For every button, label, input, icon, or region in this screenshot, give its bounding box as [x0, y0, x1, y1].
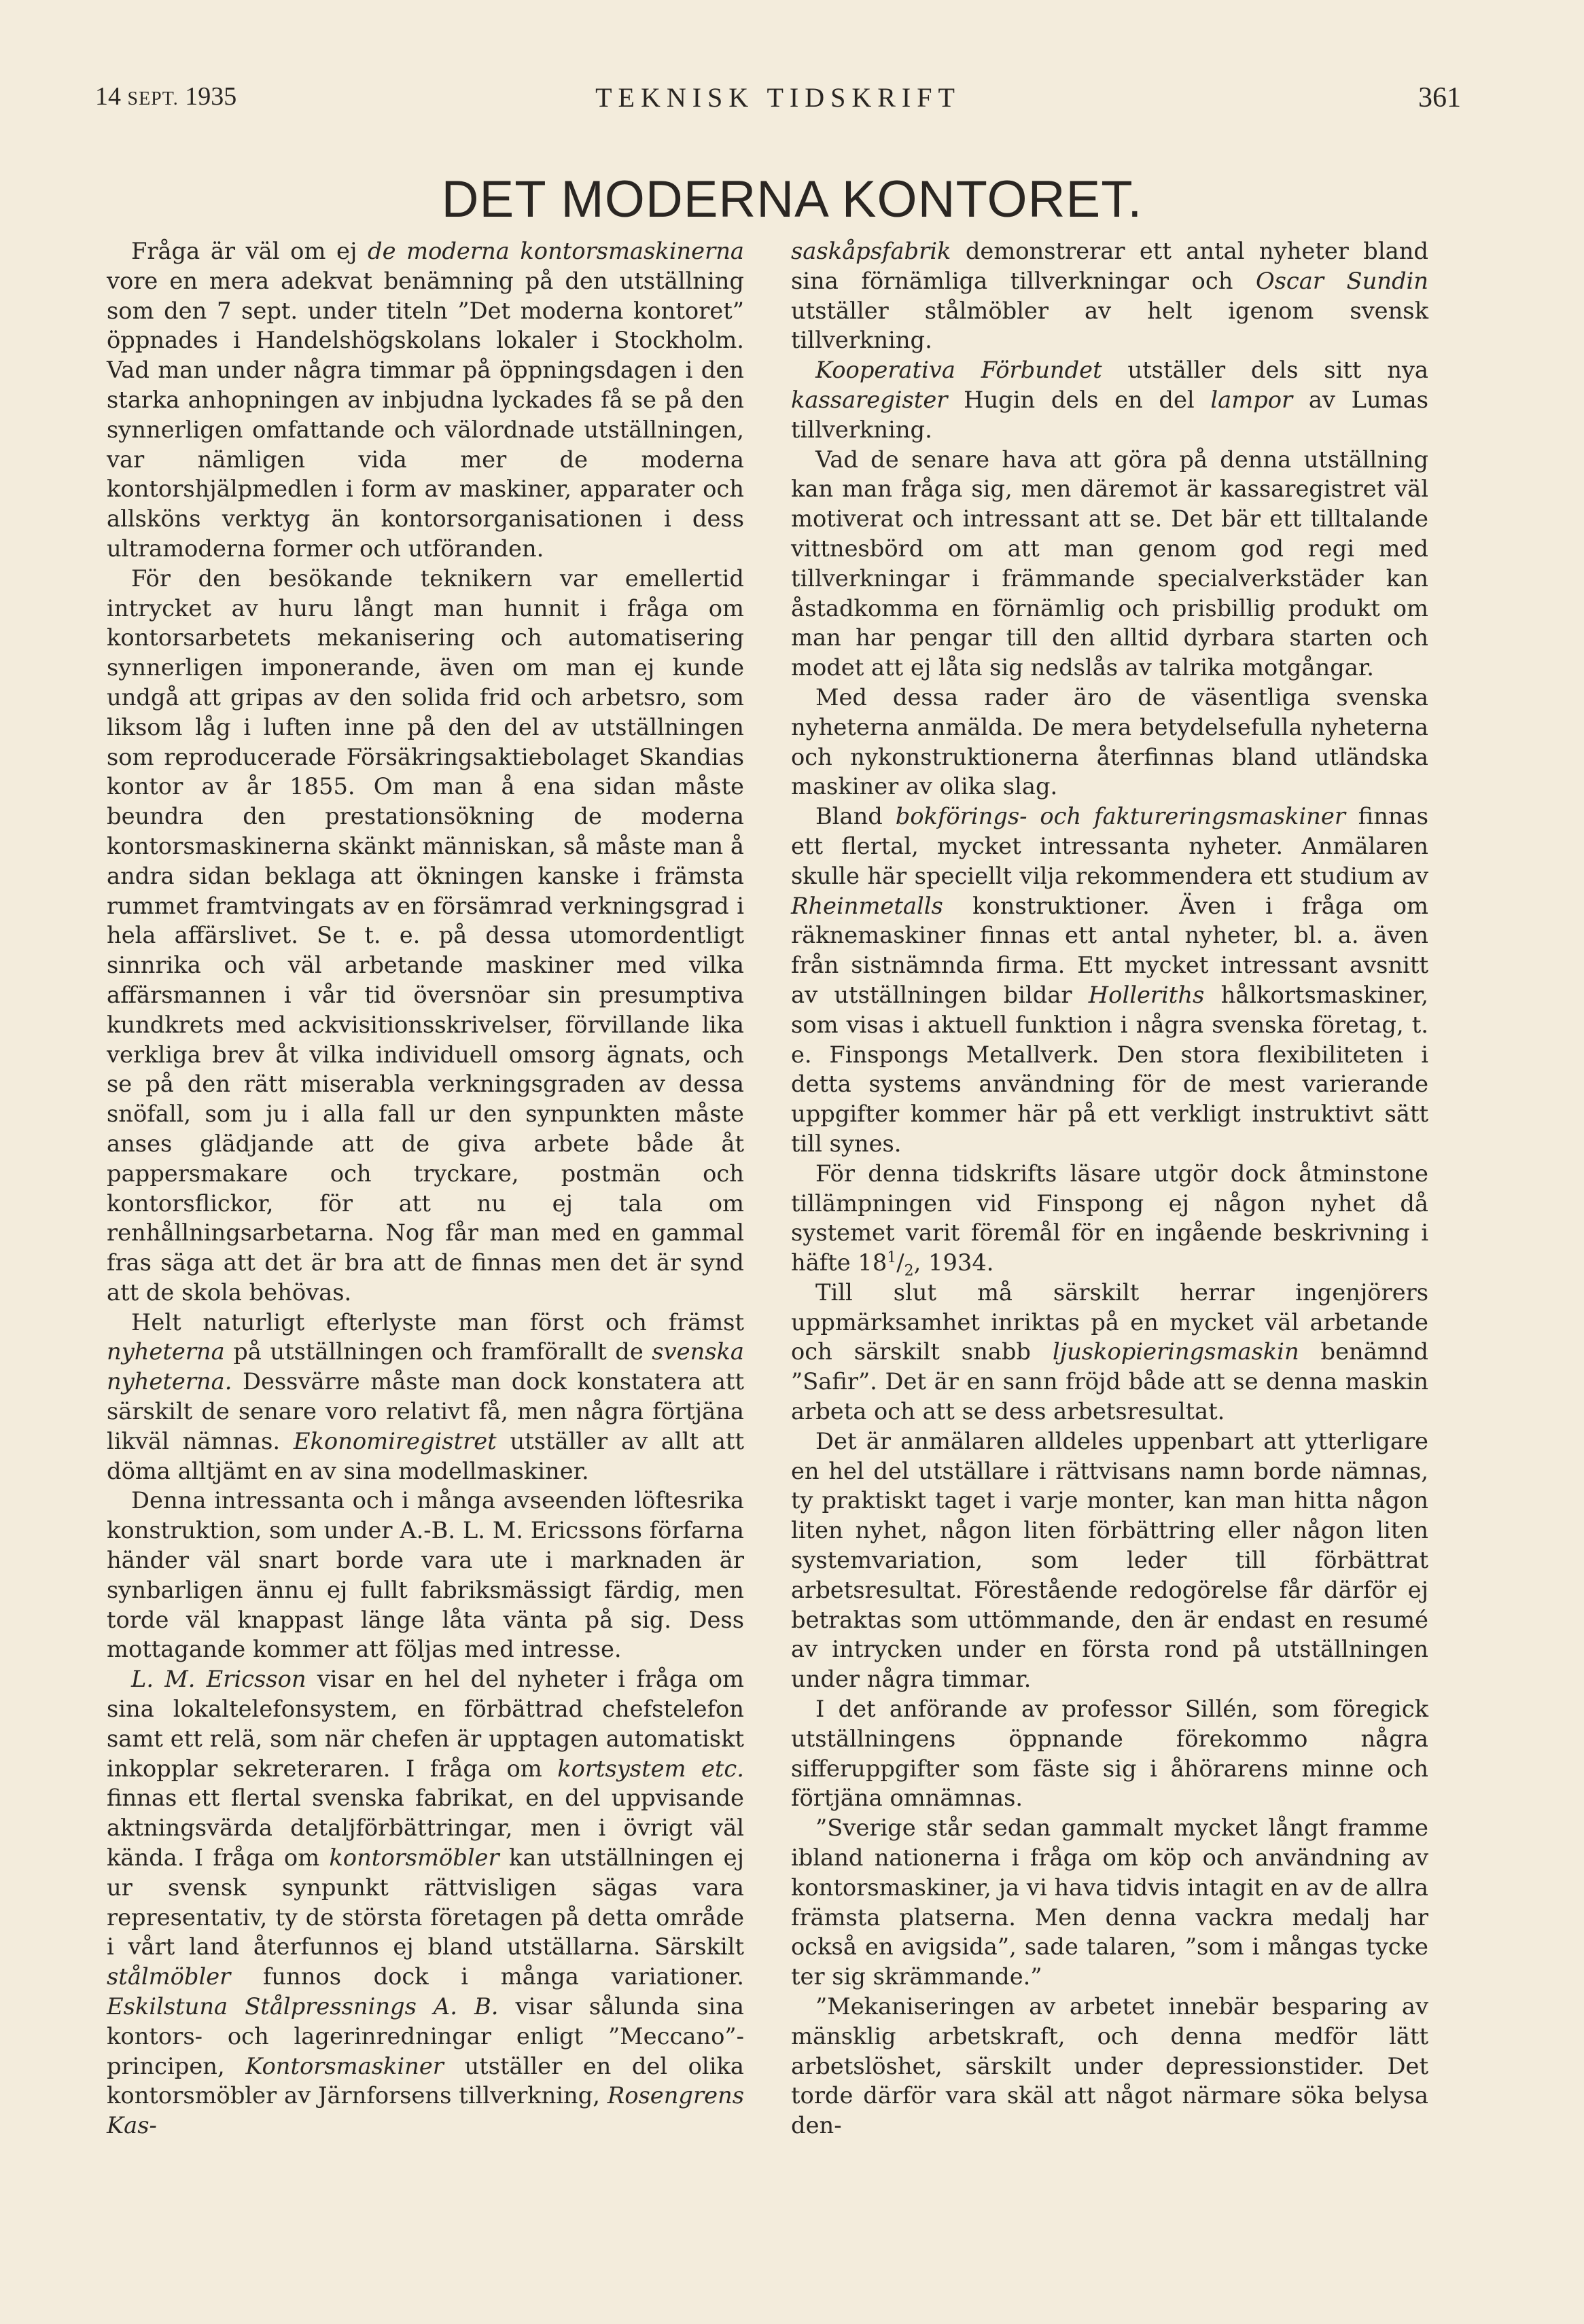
text-run: , 1934. — [913, 1249, 994, 1276]
text-run: / — [896, 1249, 904, 1276]
text-run: på utställningen och framförallt de — [224, 1338, 652, 1365]
text-run: hålkortsmaskiner, som visas i aktuell funktion i några svenska företag, t. e. Finspongs Metallverk. Den stora flexibiliteten i detta systems användning för de mest varierande uppgifter kommer här på ett verkligt instruktivt sätt till synes. — [791, 981, 1428, 1157]
text-run: finnas ett flertal, mycket intressanta nyheter. Anmälaren skulle här speciellt vilja rekommendera ett studium av — [791, 803, 1428, 889]
italic-text: Holleriths — [1088, 981, 1205, 1008]
text-run: av Lumas tillverkning. — [791, 386, 1428, 443]
text-run: Helt naturligt efterlyste man först och främst — [131, 1308, 744, 1336]
paragraph — [791, 355, 1428, 444]
paragraph — [791, 1813, 1428, 1992]
running-header — [95, 82, 1461, 129]
paragraph — [107, 564, 744, 1308]
paragraph — [791, 236, 1428, 355]
date-year: 1935 — [185, 82, 237, 111]
italic-text: Ekonomiregistret — [293, 1427, 497, 1454]
paragraph — [791, 1159, 1428, 1278]
text-run: Det är anmälaren alldeles uppenbart att ytterligare en hel del utställare i rättvisans namn borde nämnas, ty praktiskt taget i varje monter, kan man hitta någon liten nyhet, någon liten förbättring eller någon liten systemvariation, som leder till förbättrat arbetsresultat. Förestående redogörelse får därför ej betraktas som uttömmande, den är endast en resumé av intrycken under en första rond på utställningen under några timmar. — [791, 1427, 1428, 1693]
paragraph — [791, 445, 1428, 683]
date-month: SEPT. — [127, 88, 179, 109]
text-run: utställer av allt att döma alltjämt en av sina modellmaskiner. — [107, 1427, 744, 1484]
text-run: benämnd ”Safir”. Det är en sann fröjd både att se denna maskin arbeta och att se dess arbetsresultat. — [791, 1338, 1428, 1425]
text-run: funnos dock i många variationer. — [230, 1963, 744, 1990]
italic-text: kortsystem etc. — [557, 1755, 745, 1782]
article-title: DET MODERNA KONTORET. — [441, 171, 1143, 228]
text-run: Till slut må särskilt herrar ingenjörers uppmärksamhet inriktas på en mycket väl arbetande och särskilt snabb — [791, 1279, 1428, 1365]
text-run: ”Sverige står sedan gammalt mycket långt framme ibland nationerna i fråga om köp och användning av kontorsmaskiner, ja vi hava tidvis intagit en av de allra främsta platserna. Men denna vackra medalj har också en avigsida”, sade talaren, ”som i mångas tycke ter sig skrämmande.” — [791, 1814, 1428, 1990]
text-run: Bland — [815, 803, 896, 830]
left-column — [107, 236, 744, 2141]
paragraph — [791, 1278, 1428, 1427]
paragraph — [791, 1992, 1428, 2141]
text-run: demonstrerar ett antal nyheter bland sina förnämliga tillverkningar och — [791, 238, 1428, 294]
text-run: ”Mekaniseringen av arbetet innebär besparing av mänsklig arbetskraft, och denna medför lätt arbetslöshet, särskilt under depressionstider. Det torde därför vara skäl att något närmare söka belysa den- — [791, 1993, 1428, 2139]
text-run: utställer en del olika kontorsmöbler av Järnforsens tillverkning, — [107, 2052, 744, 2109]
page-number: 361 — [1418, 82, 1461, 113]
text-run: Med dessa rader äro de väsentliga svenska nyheterna anmälda. De mera betydelsefulla nyheterna och nykonstruktionerna återfinnas bland utländska maskiner av olika slag. — [791, 683, 1428, 800]
italic-text: svenska nyheterna. — [107, 1338, 744, 1395]
italic-text: kontorsmöbler — [329, 1844, 499, 1872]
text-run: Vad de senare hava att göra på denna utställning kan man fråga sig, men däremot är kassaregistret väl motiverat och intressant att se. Det bär ett tilltalande vittnesbörd om att man genom god regi med tillverkningar i främmande specialverkstäder kan åstadkomma en förnämlig och prisbillig produkt om man har pengar till den alltid dyrbara starten och modet att ej låta sig nedslås av talrika motgångar. — [791, 446, 1428, 681]
paragraph — [107, 1486, 744, 1664]
text-run: Fråga är väl om ej — [131, 238, 368, 264]
paragraph — [107, 1308, 744, 1486]
text-run: Denna intressanta och i många avseenden löftesrika konstruktion, som under A.-B. L. M. Ericssons förfarna händer väl snart borde vara ute i marknaden är synbarligen ännu ej fullt fabriksmässigt färdig, men torde väl knappast länge låta vänta på sig. Dess mottagande kommer att följas med intresse. — [107, 1487, 744, 1663]
paragraph — [791, 1694, 1428, 1813]
text-run: visar sålunda sina kontors- och lagerinredningar enligt ”Meccano”-principen, — [107, 1993, 744, 2079]
text-run: För denna tidskrifts läsare utgör dock åtminstone tillämpningen vid Finspong ej någon nyhet då systemet varit föremål för en ingående beskrivning i häfte 18 — [791, 1160, 1428, 1276]
italic-text: Kooperativa Förbundet — [815, 357, 1102, 384]
italic-text: stålmöbler — [107, 1963, 231, 1990]
text-run: utställer dels sitt nya — [1102, 357, 1429, 384]
italic-text: kassaregister — [791, 386, 948, 413]
right-column — [791, 236, 1428, 2141]
journal-title: TEKNISK TIDSKRIFT — [595, 82, 961, 113]
paragraph — [791, 802, 1428, 1159]
text-run: utställer stålmöbler av helt igenom svensk tillverkning. — [791, 297, 1428, 354]
text-run: konstruktioner. Även i fråga om räknemaskiner finnas ett antal nyheter, bl. a. även från sistnämnda firma. Ett mycket intressant avsnitt av utställningen bildar — [791, 892, 1428, 1008]
text-run: 2 — [904, 1262, 914, 1280]
text-run: För den besökande teknikern var emellertid intrycket av huru långt man hunnit i fråga om kontorsarbetets mekanisering och automatisering synnerligen imponerande, även om man ej kunde undgå att gripas av den solida frid och arbetsro, som liksom låg i luften inne på den del av utställningen som reproducerade Försäkringsaktiebolaget Skandias kontor av år 1855. Om man å ena sidan måste beundra den prestationsökning de moderna kontorsmaskinerna skänkt människan, så måste man å andra sidan beklaga att ökningen kanske i främsta rummet framtvingats av en försämrad verkningsgrad i hela affärslivet. Se t. e. på dessa utomordentligt sinnrika och väl arbetande maskiner med vilka affärsmannen i vår tid översnöar sin presumptiva kundkrets med ackvisitionsskrivelser, förvillande lika verkliga brev åt vilka individuell omsorg ägnats, och se på den rätt miserabla verkningsgraden av dessa snöfall, som ju i alla fall ur den synpunkten måste anses glädjande att de giva arbete både åt pappersmakare och tryckare, postmän och kontorsflickor, för att nu ej tala om renhållningsarbetarna. Nog får man med en gammal fras säga att det är bra att de finnas men det är synd att de skola behövas. — [107, 565, 744, 1306]
italic-text: saskåpsfabrik — [791, 238, 951, 264]
italic-text: Rheinmetalls — [791, 892, 943, 919]
italic-text: L. M. Ericsson — [131, 1666, 306, 1693]
text-run: Dessvärre måste man dock konstatera att särskilt de senare voro relativt få, men några förtjäna likväl nämnas. — [107, 1368, 744, 1454]
text-run: 1 — [887, 1249, 897, 1266]
text-run: I det anförande av professor Sillén, som föregick utställningens öppnande förekommo några sifferuppgifter som fäste sig i åhörarens minne och förtjäna omnämnas. — [791, 1696, 1428, 1812]
text-run: Hugin dels en del — [947, 386, 1211, 413]
italic-text: nyheterna — [107, 1338, 225, 1365]
italic-text: bokförings- och faktureringsmaskiner — [895, 803, 1345, 830]
italic-text: ljuskopieringsmaskin — [1052, 1338, 1299, 1365]
text-run: finnas ett flertal svenska fabrikat, en del uppvisande aktningsvärda detaljförbättringar, men i övrigt väl kända. I fråga om — [107, 1785, 744, 1872]
date-day: 14 — [95, 82, 121, 111]
italic-text: lampor — [1210, 386, 1293, 413]
italic-text: de moderna kontorsmaskinerna — [368, 238, 744, 264]
italic-text: Oscar Sundin — [1255, 267, 1428, 294]
paragraph — [107, 236, 744, 564]
text-run: vore en mera adekvat benämning på den utställning som den 7 sept. under titeln ”Det moderna kontoret” öppnades i Handelshögskolans lokaler i Stockholm. Vad man under några timmar på öppningsdagen i den starka anhopningen av inbjudna lyckades få se på den synnerligen omfattande och välordnade utställningen, var nämligen vida mer de moderna kontorshjälpmedlen i form av maskiner, apparater och allsköns verktyg än kontorsorganisationen i dess ultramoderna former och utföranden. — [107, 267, 744, 562]
italic-text: Eskilstuna Stålpressnings A. B. — [107, 1993, 499, 2020]
paragraph — [791, 683, 1428, 802]
text-run: kan utställningen ej ur svensk synpunkt rättvisligen sägas vara representativ, ty de största företagen på detta område i vårt land återfunnos ej bland utställarna. Särskilt — [107, 1844, 744, 1961]
italic-text: Kontorsmaskiner — [245, 2052, 444, 2079]
paragraph — [107, 1664, 744, 2141]
italic-text: Rosengrens Kas- — [107, 2082, 744, 2139]
text-run: visar en hel del nyheter i fråga om sina lokaltelefonsystem, en förbättrad chefstelefon samt ett relä, som när chefen är upptagen automatiskt inkopplar sekreteraren. I fråga om — [107, 1666, 744, 1782]
paragraph — [791, 1427, 1428, 1694]
